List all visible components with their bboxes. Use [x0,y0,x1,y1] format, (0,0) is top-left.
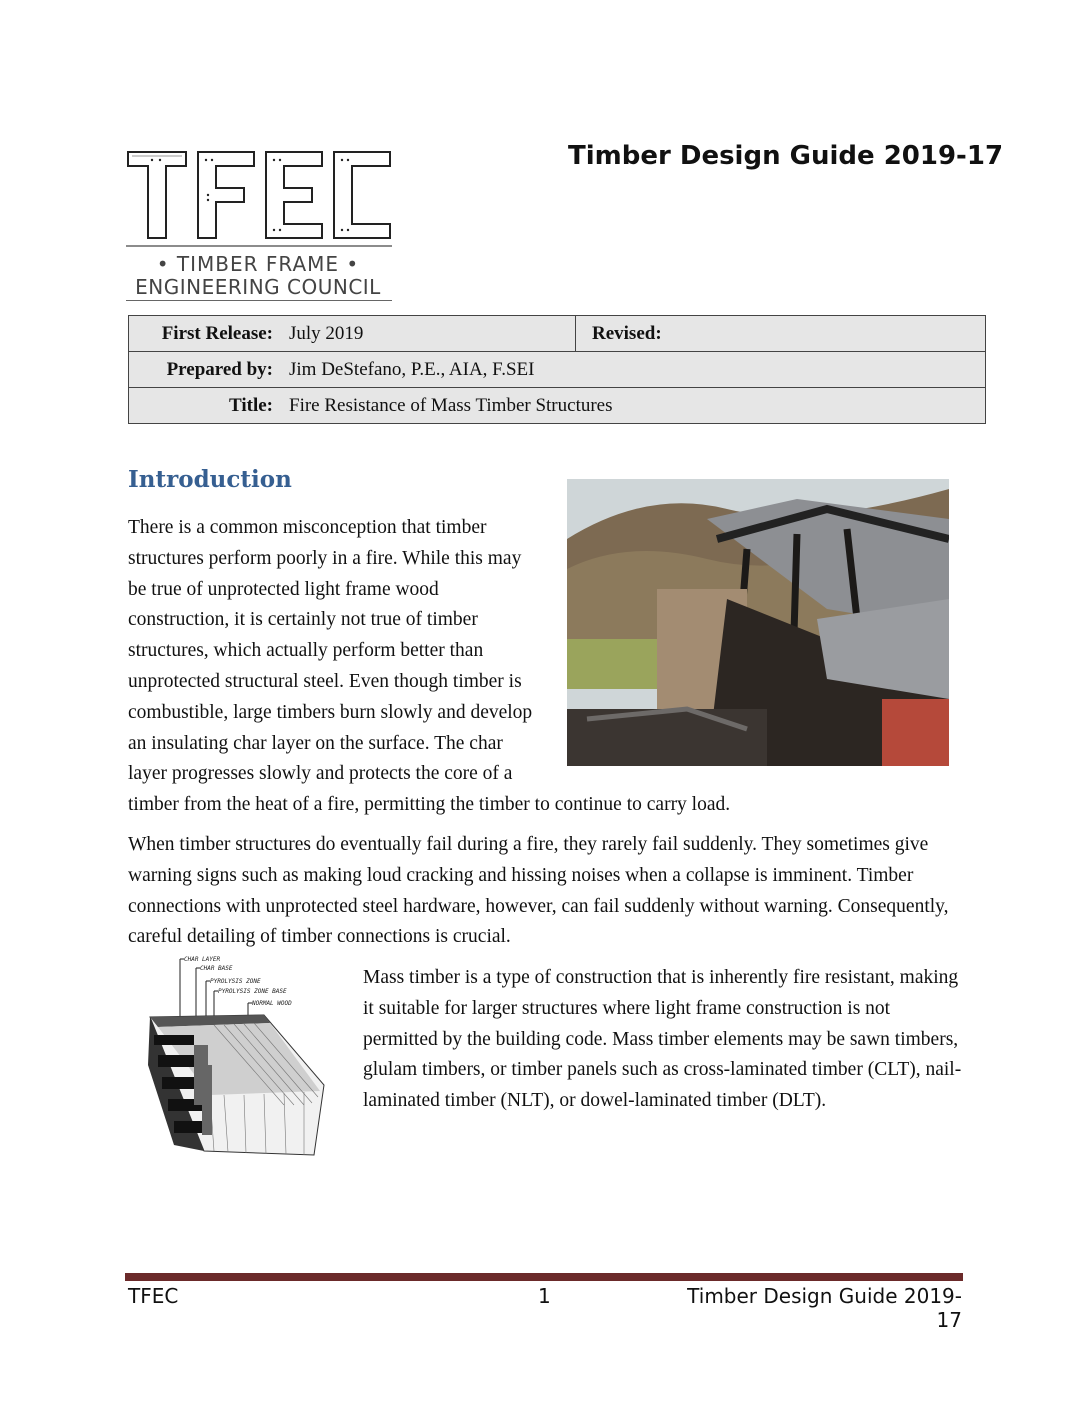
intro-paragraph-2: When timber structures do eventually fail during a fire, they rarely fail suddenly. They sometimes give warning signs such as making loud cracking and hissing noises when a collapse is imminent. Timber connections with unprotected steel hardware, however, can fail suddenly without warning. Consequently, careful detailing of timber connections is crucial. [128,834,949,948]
document-info-table [128,315,986,424]
footer-page-number: 1 [538,1284,551,1308]
footer-right-text: Timber Design Guide 2019-17 [687,1284,962,1332]
prepared-by-value: Jim DeStefano, P.E., AIA, F.SEI [281,352,986,388]
revised-value [684,316,986,352]
logo-line-1: • TIMBER FRAME • [156,252,360,276]
section-heading-introduction: Introduction [128,466,292,493]
logo-underline [126,300,392,301]
char-layer-diagram [144,955,344,1160]
char-layer-diagram-graphic [144,955,344,1160]
intro-paragraph-1 [128,513,958,821]
tfec-logo [126,148,394,304]
first-release-value: July 2019 [281,316,576,352]
document-title: Timber Design Guide 2019-17 [568,141,1004,171]
diagram-label-char-base: CHAR BASE [200,965,233,972]
footer-rule [125,1273,963,1281]
title-label: Title: [129,388,282,424]
prepared-by-label: Prepared by: [129,352,282,388]
revised-label: Revised: [576,316,685,352]
intro-paragraph-1-text: There is a common misconception that timber structures perform poorly in a fire. While this may be true of unprotected light frame wood construction, it is certainly not true of timber structures, which actually perform better than unprotected structural steel. Even though timber is combustible, large timbers burn slowly and develop an insulating char layer on the surface. The char layer progresses slowly and protects the core of a timber from the heat of a fire, permitting the timber to continue to carry load. [128,517,731,816]
footer-left-text: TFEC [128,1284,179,1308]
photo-wrap-space [538,513,958,773]
title-value: Fire Resistance of Mass Timber Structures [281,388,986,424]
diagram-label-pyrolysis-zone-base: PYROLYSIS ZONE BASE [218,988,287,995]
tfec-letters-graphic [126,148,394,248]
info-row-title [129,388,986,424]
info-row-prepared [129,352,986,388]
intro-paragraph-3: Mass timber is a type of construction that is inherently fire resistant, making it suitable for larger structures where light frame construction is not permitted by the building code. Mass timber elements may be sawn timbers, glulam timbers, or timber panels such as cross-laminated timber (CLT), nail-laminated timber (NLT), or dowel-laminated timber (DLT). [363,967,962,1112]
diagram-label-char-layer: CHAR LAYER [184,956,221,963]
logo-line-2: ENGINEERING COUNCIL [135,275,381,299]
diagram-label-pyrolysis-zone: PYROLYSIS ZONE [210,978,261,985]
first-release-label: First Release: [129,316,282,352]
diagram-label-normal-wood: NORMAL WOOD [252,1000,292,1007]
info-row-release [129,316,986,352]
